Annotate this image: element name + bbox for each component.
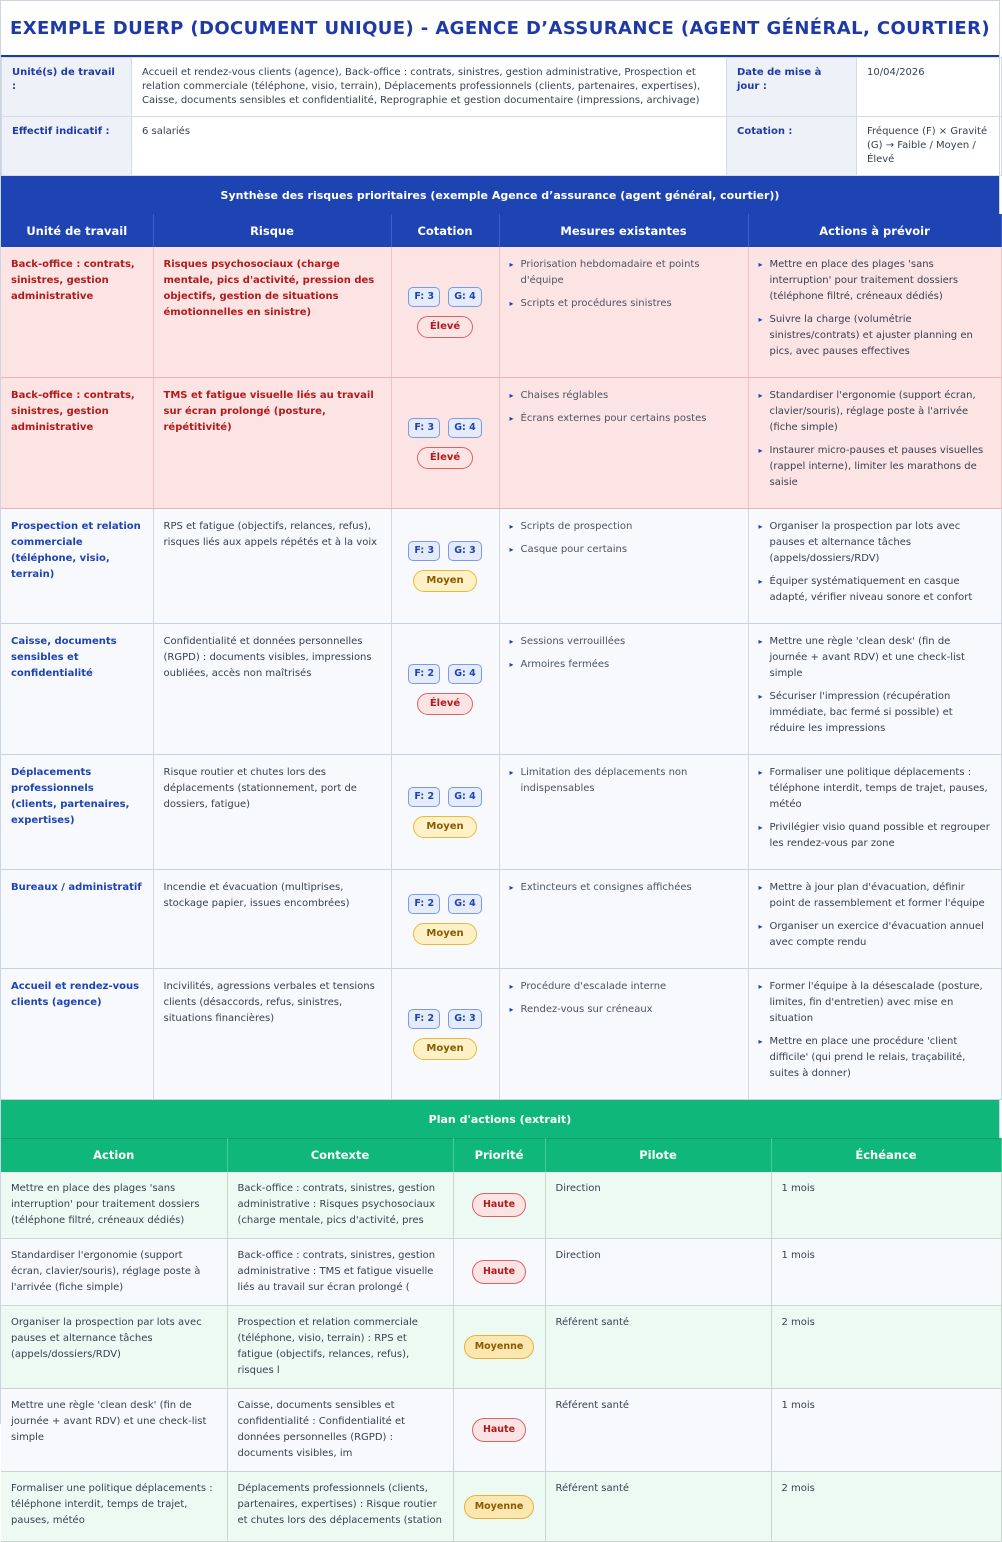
risk-header-measures: Mesures existantes bbox=[499, 214, 748, 247]
risk-row bbox=[1, 870, 1001, 969]
measure-item: ▸ Casque pour certains bbox=[510, 542, 738, 558]
plan-header-pilot: Pilote bbox=[545, 1139, 771, 1172]
risk-description: TMS et fatigue visuelle liés au travail sur écran prolongé (posture, répétitivité) bbox=[153, 378, 391, 509]
frequency-chip: F: 3 bbox=[408, 541, 440, 561]
planned-actions bbox=[748, 624, 1001, 755]
measure-item: ▸ Armoires fermées bbox=[510, 657, 738, 673]
page-title: EXEMPLE DUERP (DOCUMENT UNIQUE) - AGENCE D’ASSURANCE (AGENT GÉNÉRAL, COURTIER) bbox=[1, 1, 999, 57]
info-row-units bbox=[2, 58, 1002, 117]
plan-due: 1 mois bbox=[771, 1239, 1001, 1306]
rating-chips bbox=[396, 541, 495, 561]
plan-due: 2 mois bbox=[771, 1472, 1001, 1542]
planned-actions bbox=[748, 969, 1001, 1100]
existing-measures bbox=[499, 247, 748, 378]
plan-table bbox=[1, 1138, 1002, 1542]
action-item: ▸ Organiser un exercice d'évacuation annuel avec compte rendu bbox=[759, 919, 991, 951]
risk-description: Confidentialité et données personnelles (RGPD) : documents visibles, impressions oubliées, accès non maîtrisés bbox=[153, 624, 391, 755]
risk-rating-cell bbox=[391, 247, 499, 378]
measure-item: ▸ Chaises réglables bbox=[510, 388, 738, 404]
gravity-chip: G: 4 bbox=[448, 418, 482, 438]
measure-item: ▸ Limitation des déplacements non indispensables bbox=[510, 765, 738, 797]
measures-list bbox=[510, 257, 738, 312]
existing-measures bbox=[499, 624, 748, 755]
plan-priority-cell bbox=[453, 1239, 545, 1306]
action-item: ▸ Privilégier visio quand possible et regrouper les rendez-vous par zone bbox=[759, 820, 991, 852]
measures-list bbox=[510, 388, 738, 427]
plan-context: Caisse, documents sensibles et confidentialité : Confidentialité et données personnelles (RGPD) : documents visibles, im bbox=[227, 1389, 453, 1472]
existing-measures bbox=[499, 755, 748, 870]
units-value: Accueil et rendez-vous clients (agence), Back-office : contrats, sinistres, gestion administrative, Prospection et relation commerciale (téléphone, visio, terrain), Déplacements professionnels (clients, partenaires, expertises), Caisse, documents sensibles et confidentialité, Reprographie et gestion documentaire (impressions, archivage) bbox=[132, 58, 727, 117]
risk-description: RPS et fatigue (objectifs, relances, refus), risques liés aux appels répétés et à la voix bbox=[153, 509, 391, 624]
risk-rating-cell bbox=[391, 969, 499, 1100]
plan-action: Mettre en place des plages 'sans interruption' pour traitement dossiers (téléphone filtré, créneaux dédiés) bbox=[1, 1172, 227, 1239]
plan-header-context: Contexte bbox=[227, 1139, 453, 1172]
risk-level-badge: Élevé bbox=[417, 316, 473, 338]
risk-section-title: Synthèse des risques prioritaires (exemple Agence d’assurance (agent général, courtier)) bbox=[1, 176, 999, 214]
risk-description: Incendie et évacuation (multiprises, stockage papier, issues encombrées) bbox=[153, 870, 391, 969]
plan-pilot: Direction bbox=[545, 1172, 771, 1239]
actions-list bbox=[759, 388, 991, 491]
rating-chips bbox=[396, 894, 495, 914]
actions-list bbox=[759, 257, 991, 360]
existing-measures bbox=[499, 509, 748, 624]
risk-unit: Back-office : contrats, sinistres, gestion administrative bbox=[1, 378, 153, 509]
plan-context: Back-office : contrats, sinistres, gestion administrative : Risques psychosociaux (charge mentale, pics d'activité, pres bbox=[227, 1172, 453, 1239]
plan-pilot: Direction bbox=[545, 1239, 771, 1306]
date-value: 10/04/2026 bbox=[857, 58, 1002, 117]
priority-badge: Haute bbox=[472, 1193, 526, 1217]
risk-header-unit: Unité de travail bbox=[1, 214, 153, 247]
risk-header-rating: Cotation bbox=[391, 214, 499, 247]
plan-due: 1 mois bbox=[771, 1389, 1001, 1472]
frequency-chip: F: 2 bbox=[408, 1009, 440, 1029]
measure-item: ▸ Sessions verrouillées bbox=[510, 634, 738, 650]
risk-unit: Back-office : contrats, sinistres, gestion administrative bbox=[1, 247, 153, 378]
priority-badge: Moyenne bbox=[464, 1495, 535, 1519]
info-table bbox=[1, 57, 1002, 176]
priority-badge: Haute bbox=[472, 1418, 526, 1442]
action-item: ▸ Instaurer micro-pauses et pauses visuelles (rappel interne), limiter les marathons de saisie bbox=[759, 443, 991, 491]
measures-list bbox=[510, 979, 738, 1018]
rating-chips bbox=[396, 418, 495, 438]
action-item: ▸ Mettre en place une procédure 'client difficile' (qui prend le relais, traçabilité, suites à donner) bbox=[759, 1034, 991, 1082]
risk-unit: Caisse, documents sensibles et confidentialité bbox=[1, 624, 153, 755]
actions-list bbox=[759, 519, 991, 606]
risk-table bbox=[1, 214, 1002, 1100]
measures-list bbox=[510, 765, 738, 797]
rating-chips bbox=[396, 1009, 495, 1029]
measure-item: ▸ Rendez-vous sur créneaux bbox=[510, 1002, 738, 1018]
planned-actions bbox=[748, 247, 1001, 378]
plan-header-row bbox=[1, 1139, 1001, 1172]
action-item: ▸ Organiser la prospection par lots avec pauses et alternance tâches (appels/dossiers/RDV) bbox=[759, 519, 991, 567]
measure-item: ▸ Scripts et procédures sinistres bbox=[510, 296, 738, 312]
planned-actions bbox=[748, 755, 1001, 870]
plan-row bbox=[1, 1389, 1001, 1472]
gravity-chip: G: 3 bbox=[448, 1009, 482, 1029]
frequency-chip: F: 3 bbox=[408, 287, 440, 307]
rating-value: Fréquence (F) × Gravité (G) → Faible / Moyen / Élevé bbox=[857, 117, 1002, 176]
plan-header-priority: Priorité bbox=[453, 1139, 545, 1172]
plan-context: Back-office : contrats, sinistres, gestion administrative : TMS et fatigue visuelle liés au travail sur écran prolongé ( bbox=[227, 1239, 453, 1306]
plan-row bbox=[1, 1472, 1001, 1542]
rating-chips bbox=[396, 787, 495, 807]
frequency-chip: F: 3 bbox=[408, 418, 440, 438]
plan-row bbox=[1, 1306, 1001, 1389]
gravity-chip: G: 4 bbox=[448, 664, 482, 684]
action-item: ▸ Former l'équipe à la désescalade (posture, limites, fin d'entretien) avec mise en situation bbox=[759, 979, 991, 1027]
plan-row bbox=[1, 1239, 1001, 1306]
actions-list bbox=[759, 634, 991, 737]
risk-level-badge: Moyen bbox=[413, 923, 476, 945]
risk-description: Incivilités, agressions verbales et tensions clients (désaccords, refus, sinistres, situations financières) bbox=[153, 969, 391, 1100]
measures-list bbox=[510, 880, 738, 896]
measures-list bbox=[510, 634, 738, 673]
risk-row bbox=[1, 624, 1001, 755]
frequency-chip: F: 2 bbox=[408, 787, 440, 807]
risk-level-badge: Élevé bbox=[417, 447, 473, 469]
action-item: ▸ Suivre la charge (volumétrie sinistres/contrats) et ajuster planning en pics, avec pauses effectives bbox=[759, 312, 991, 360]
risk-unit: Prospection et relation commerciale (téléphone, visio, terrain) bbox=[1, 509, 153, 624]
planned-actions bbox=[748, 870, 1001, 969]
risk-rating-cell bbox=[391, 378, 499, 509]
plan-priority-cell bbox=[453, 1172, 545, 1239]
plan-priority-cell bbox=[453, 1306, 545, 1389]
info-row-staff bbox=[2, 117, 1002, 176]
risk-row bbox=[1, 969, 1001, 1100]
existing-measures bbox=[499, 969, 748, 1100]
risk-row bbox=[1, 509, 1001, 624]
action-item: ▸ Mettre une règle 'clean desk' (fin de journée + avant RDV) et une check-list simple bbox=[759, 634, 991, 682]
risk-description: Risque routier et chutes lors des déplacements (stationnement, port de dossiers, fatigue) bbox=[153, 755, 391, 870]
frequency-chip: F: 2 bbox=[408, 664, 440, 684]
gravity-chip: G: 4 bbox=[448, 894, 482, 914]
gravity-chip: G: 4 bbox=[448, 287, 482, 307]
plan-header-due: Échéance bbox=[771, 1139, 1001, 1172]
risk-row bbox=[1, 378, 1001, 509]
priority-badge: Moyenne bbox=[464, 1335, 535, 1359]
priority-badge: Haute bbox=[472, 1260, 526, 1284]
risk-header-risk: Risque bbox=[153, 214, 391, 247]
risk-rating-cell bbox=[391, 755, 499, 870]
risk-level-badge: Moyen bbox=[413, 570, 476, 592]
risk-rating-cell bbox=[391, 624, 499, 755]
existing-measures bbox=[499, 870, 748, 969]
plan-priority-cell bbox=[453, 1472, 545, 1542]
action-item: ▸ Mettre à jour plan d'évacuation, définir point de rassemblement et former l'équipe bbox=[759, 880, 991, 912]
staff-value: 6 salariés bbox=[132, 117, 727, 176]
plan-section-title: Plan d'actions (extrait) bbox=[1, 1100, 999, 1138]
date-label: Date de mise à jour : bbox=[727, 58, 857, 117]
plan-pilot: Référent santé bbox=[545, 1389, 771, 1472]
gravity-chip: G: 4 bbox=[448, 787, 482, 807]
risk-row bbox=[1, 247, 1001, 378]
plan-pilot: Référent santé bbox=[545, 1472, 771, 1542]
staff-label: Effectif indicatif : bbox=[2, 117, 132, 176]
measure-item: ▸ Procédure d'escalade interne bbox=[510, 979, 738, 995]
plan-priority-cell bbox=[453, 1389, 545, 1472]
plan-context: Déplacements professionnels (clients, partenaires, expertises) : Risque routier et chutes lors des déplacements (station bbox=[227, 1472, 453, 1542]
plan-row bbox=[1, 1172, 1001, 1239]
actions-list bbox=[759, 979, 991, 1082]
risk-unit: Déplacements professionnels (clients, partenaires, expertises) bbox=[1, 755, 153, 870]
rating-chips bbox=[396, 664, 495, 684]
risk-row bbox=[1, 755, 1001, 870]
rating-chips bbox=[396, 287, 495, 307]
risk-header-row bbox=[1, 214, 1001, 247]
risk-description: Risques psychosociaux (charge mentale, pics d'activité, pression des objectifs, gestion de situations émotionnelles en sinistre) bbox=[153, 247, 391, 378]
risk-rating-cell bbox=[391, 509, 499, 624]
action-item: ▸ Sécuriser l'impression (récupération immédiate, bac fermé si possible) et réduire les impressions bbox=[759, 689, 991, 737]
gravity-chip: G: 3 bbox=[448, 541, 482, 561]
plan-action: Standardiser l'ergonomie (support écran, clavier/souris), réglage poste à l'arrivée (fiche simple) bbox=[1, 1239, 227, 1306]
action-item: ▸ Équiper systématiquement en casque adapté, vérifier niveau sonore et confort bbox=[759, 574, 991, 606]
risk-unit: Bureaux / administratif bbox=[1, 870, 153, 969]
risk-level-badge: Moyen bbox=[413, 1038, 476, 1060]
risk-header-actions: Actions à prévoir bbox=[748, 214, 1001, 247]
action-item: ▸ Standardiser l'ergonomie (support écran, clavier/souris), réglage poste à l'arrivée (fiche simple) bbox=[759, 388, 991, 436]
action-item: ▸ Formaliser une politique déplacements : téléphone interdit, temps de trajet, pauses, météo bbox=[759, 765, 991, 813]
measure-item: ▸ Priorisation hebdomadaire et points d'équipe bbox=[510, 257, 738, 289]
risk-level-badge: Élevé bbox=[417, 693, 473, 715]
risk-level-badge: Moyen bbox=[413, 816, 476, 838]
plan-header-action: Action bbox=[1, 1139, 227, 1172]
measure-item: ▸ Écrans externes pour certains postes bbox=[510, 411, 738, 427]
actions-list bbox=[759, 765, 991, 852]
plan-due: 2 mois bbox=[771, 1306, 1001, 1389]
planned-actions bbox=[748, 509, 1001, 624]
existing-measures bbox=[499, 378, 748, 509]
plan-due: 1 mois bbox=[771, 1172, 1001, 1239]
actions-list bbox=[759, 880, 991, 951]
planned-actions bbox=[748, 378, 1001, 509]
plan-context: Prospection et relation commerciale (téléphone, visio, terrain) : RPS et fatigue (objectifs, relances, refus), risques l bbox=[227, 1306, 453, 1389]
rating-label: Cotation : bbox=[727, 117, 857, 176]
risk-rating-cell bbox=[391, 870, 499, 969]
plan-pilot: Référent santé bbox=[545, 1306, 771, 1389]
plan-action: Organiser la prospection par lots avec pauses et alternance tâches (appels/dossiers/RDV) bbox=[1, 1306, 227, 1389]
action-item: ▸ Mettre en place des plages 'sans interruption' pour traitement dossiers (téléphone filtré, créneaux dédiés) bbox=[759, 257, 991, 305]
measure-item: ▸ Scripts de prospection bbox=[510, 519, 738, 535]
measure-item: ▸ Extincteurs et consignes affichées bbox=[510, 880, 738, 896]
risk-unit: Accueil et rendez-vous clients (agence) bbox=[1, 969, 153, 1100]
frequency-chip: F: 2 bbox=[408, 894, 440, 914]
plan-action: Formaliser une politique déplacements : téléphone interdit, temps de trajet, pauses, météo bbox=[1, 1472, 227, 1542]
measures-list bbox=[510, 519, 738, 558]
units-label: Unité(s) de travail : bbox=[2, 58, 132, 117]
plan-action: Mettre une règle 'clean desk' (fin de journée + avant RDV) et une check-list simple bbox=[1, 1389, 227, 1472]
